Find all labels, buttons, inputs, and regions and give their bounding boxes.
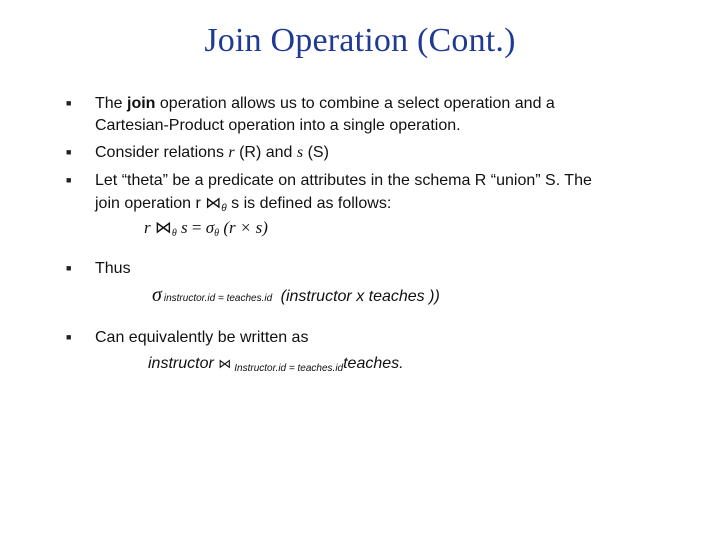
bullet-3-line-1: Let “theta” be a predicate on attributes in the schema R “union” S. The xyxy=(95,172,592,189)
bullet-3-line-2 xyxy=(95,193,391,214)
text: Consider relations xyxy=(95,144,229,161)
join-symbol: ⋈ xyxy=(218,356,232,371)
text: and xyxy=(261,144,297,161)
relation-teaches: teaches. xyxy=(343,355,404,372)
bullet-1-line-1 xyxy=(95,95,555,113)
relation-instructor: instructor xyxy=(148,355,214,372)
join-symbol: ⋈ xyxy=(154,218,172,237)
text: join operation r xyxy=(95,195,206,212)
formula-rest: (instructor x teaches )) xyxy=(280,288,440,305)
join-formula xyxy=(148,355,404,374)
theta-subscript: θ xyxy=(221,203,227,214)
bullet-5-line: Can equivalently be written as xyxy=(95,329,309,346)
bullet-4-line: Thus xyxy=(95,260,131,277)
bullet-1-line-2: Cartesian-Product operation into a single operation. xyxy=(95,117,461,134)
bullet-marker: ■ xyxy=(66,332,72,342)
text: s is defined as follows: xyxy=(226,195,392,212)
select-formula xyxy=(152,284,440,307)
text: operation allows us to combine a select operation and a xyxy=(155,95,555,112)
bullet-marker: ■ xyxy=(66,147,72,157)
sigma-symbol: σ xyxy=(152,284,162,306)
bullet-2-line xyxy=(95,144,329,162)
sigma-symbol: σ xyxy=(205,218,215,237)
join-symbol: ⋈ xyxy=(205,195,222,212)
relation-r: r xyxy=(144,218,151,237)
bullet-marker: ■ xyxy=(66,98,72,108)
join-predicate-subscript: Instructor.id = teaches.id xyxy=(234,363,344,374)
text: (R) xyxy=(234,144,262,161)
text: The xyxy=(95,95,128,112)
page-title: Join Operation (Cont.) xyxy=(204,22,516,59)
formula-rest: (r × s) xyxy=(223,218,268,237)
bullet-marker: ■ xyxy=(66,175,72,185)
relation-s: s xyxy=(181,218,188,237)
theta-subscript: θ xyxy=(171,228,177,239)
bold-term: join xyxy=(127,95,156,112)
bullet-marker: ■ xyxy=(66,263,72,273)
selection-predicate-subscript: instructor.id = teaches.id xyxy=(163,293,273,304)
theta-subscript: θ xyxy=(214,228,220,239)
text: (S) xyxy=(303,144,329,161)
relation-r: r xyxy=(228,144,235,161)
relation-s: s xyxy=(296,144,304,161)
equals-sign: = xyxy=(191,218,202,237)
join-definition-formula xyxy=(144,218,268,239)
